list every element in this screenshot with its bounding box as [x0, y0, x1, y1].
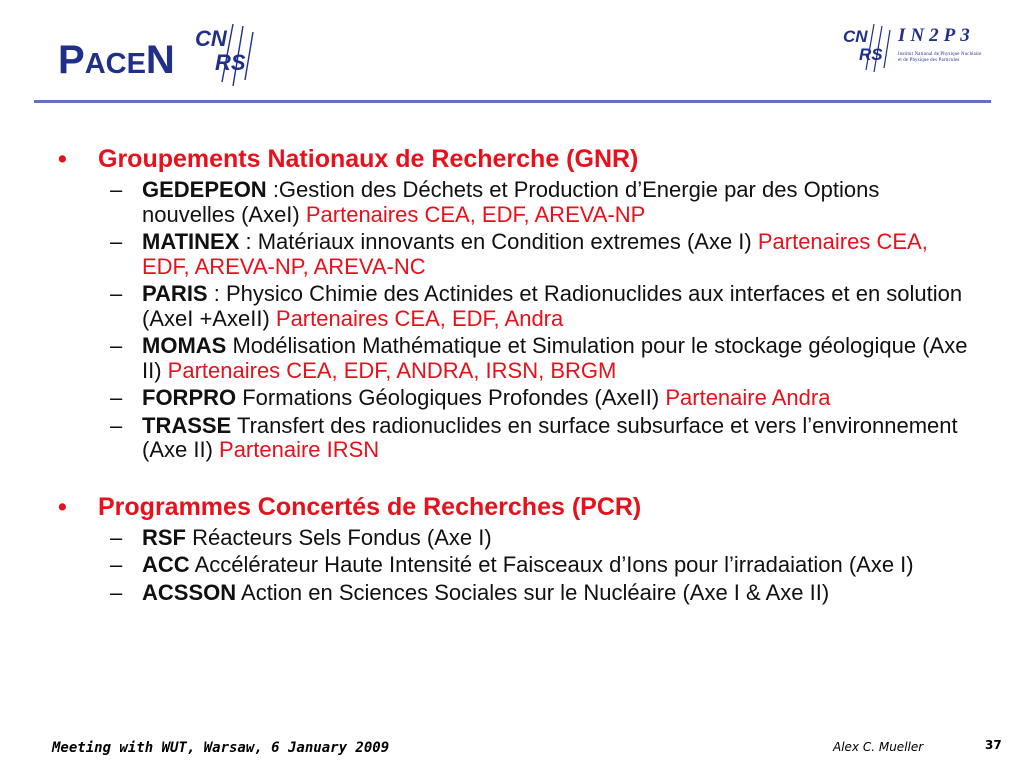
item-description: : Matériaux innovants en Condition extremes (Axe I): [239, 229, 758, 254]
pacen-logo-text: PACEN: [58, 38, 175, 82]
dash: –: [110, 229, 123, 254]
section-pcr: [58, 491, 978, 606]
list-item: [58, 414, 978, 463]
item-name: RSF: [142, 524, 186, 550]
cnrs-logo-right: [842, 20, 898, 74]
item-name: ACSSON: [142, 579, 237, 605]
list-item: [58, 526, 978, 551]
item-name: MOMAS: [142, 333, 227, 358]
dash: –: [110, 524, 123, 550]
section-title: Programmes Concertés de Recherches (PCR): [98, 492, 642, 521]
dash: –: [110, 177, 123, 202]
list-item: [58, 230, 978, 279]
dash: –: [110, 333, 123, 358]
item-description: Modélisation Mathématique et Simulation pour le stockage géologique (Axe II): [142, 333, 968, 383]
item-description: : Physico Chimie des Actinides et Radionuclides aux interfaces et en solution (AxeI +AxeII): [142, 281, 963, 331]
dash: –: [110, 385, 123, 410]
item-name: ACC: [142, 552, 190, 577]
item-name: MATINEX: [142, 229, 240, 254]
section-heading: [58, 143, 978, 175]
item-name: GEDEPEON: [142, 177, 267, 202]
item-partners: Partenaire Andra: [665, 385, 831, 410]
in2p3-line-1: Institut National de Physique Nucléaire: [898, 52, 982, 57]
item-partners: Partenaires CEA, EDF, AREVA-NP: [305, 201, 646, 227]
item-description: :Gestion des Déchets et Production d’Energie par des Options nouvelles (AxeI): [142, 177, 880, 227]
page-number: 37: [985, 738, 1002, 752]
item-description: Accélérateur Haute Intensité et Faisceaux d’Ions pour l’irradaiation (Axe I): [189, 552, 914, 577]
svg-text:CN: CN: [195, 26, 227, 51]
section-title: Groupements Nationaux de Recherche (GNR): [98, 145, 639, 173]
pcr-list: [58, 526, 978, 606]
list-item: [58, 386, 978, 411]
dash: –: [110, 281, 123, 306]
item-name: PARIS: [142, 281, 208, 306]
svg-text:CN: CN: [843, 27, 868, 46]
item-name: TRASSE: [142, 412, 232, 438]
section-heading: [58, 491, 978, 523]
in2p3-title: IN2P3: [898, 25, 975, 46]
section-gnr: [58, 143, 978, 463]
item-partners: Partenaires CEA, EDF, Andra: [275, 305, 564, 331]
in2p3-logo: [898, 26, 988, 64]
item-partners: Partenaires CEA, EDF, ANDRA, IRSN, BRGM: [167, 357, 617, 383]
dash: –: [110, 552, 123, 577]
svg-text:RS: RS: [215, 50, 246, 75]
item-description: Formations Géologiques Profondes (AxeII): [236, 385, 666, 410]
footer-meeting: Meeting with WUT, Warsaw, 6 January 2009: [52, 740, 390, 756]
pacen-logo: [58, 28, 175, 80]
dash: –: [110, 579, 123, 605]
list-item: [58, 581, 978, 606]
list-item: [58, 282, 978, 331]
gnr-list: [58, 178, 978, 463]
list-item: [58, 334, 978, 383]
item-description: Réacteurs Sels Fondus (Axe I): [186, 524, 492, 550]
item-description: Transfert des radionuclides en surface subsurface et vers l’environnement (Axe II): [142, 412, 958, 462]
in2p3-line-2: et de Physique des Particules: [898, 58, 960, 63]
bullet: •: [58, 145, 67, 173]
cnrs-logo-left: [193, 18, 261, 88]
item-partners: Partenaires CEA, EDF, AREVA-NP, AREVA-NC: [142, 229, 928, 279]
footer-author: Alex C. Mueller: [833, 740, 924, 754]
item-partners: Partenaire IRSN: [219, 437, 380, 462]
list-item: [58, 553, 978, 578]
dash: –: [110, 412, 123, 438]
item-name: FORPRO: [142, 385, 237, 410]
header-divider: [34, 100, 991, 103]
slide-content: [58, 143, 978, 605]
item-description: Action en Sciences Sociales sur le Nucléaire (Axe I & Axe II): [236, 579, 830, 605]
svg-text:RS: RS: [859, 45, 883, 64]
bullet: •: [58, 492, 67, 521]
list-item: [58, 178, 978, 227]
